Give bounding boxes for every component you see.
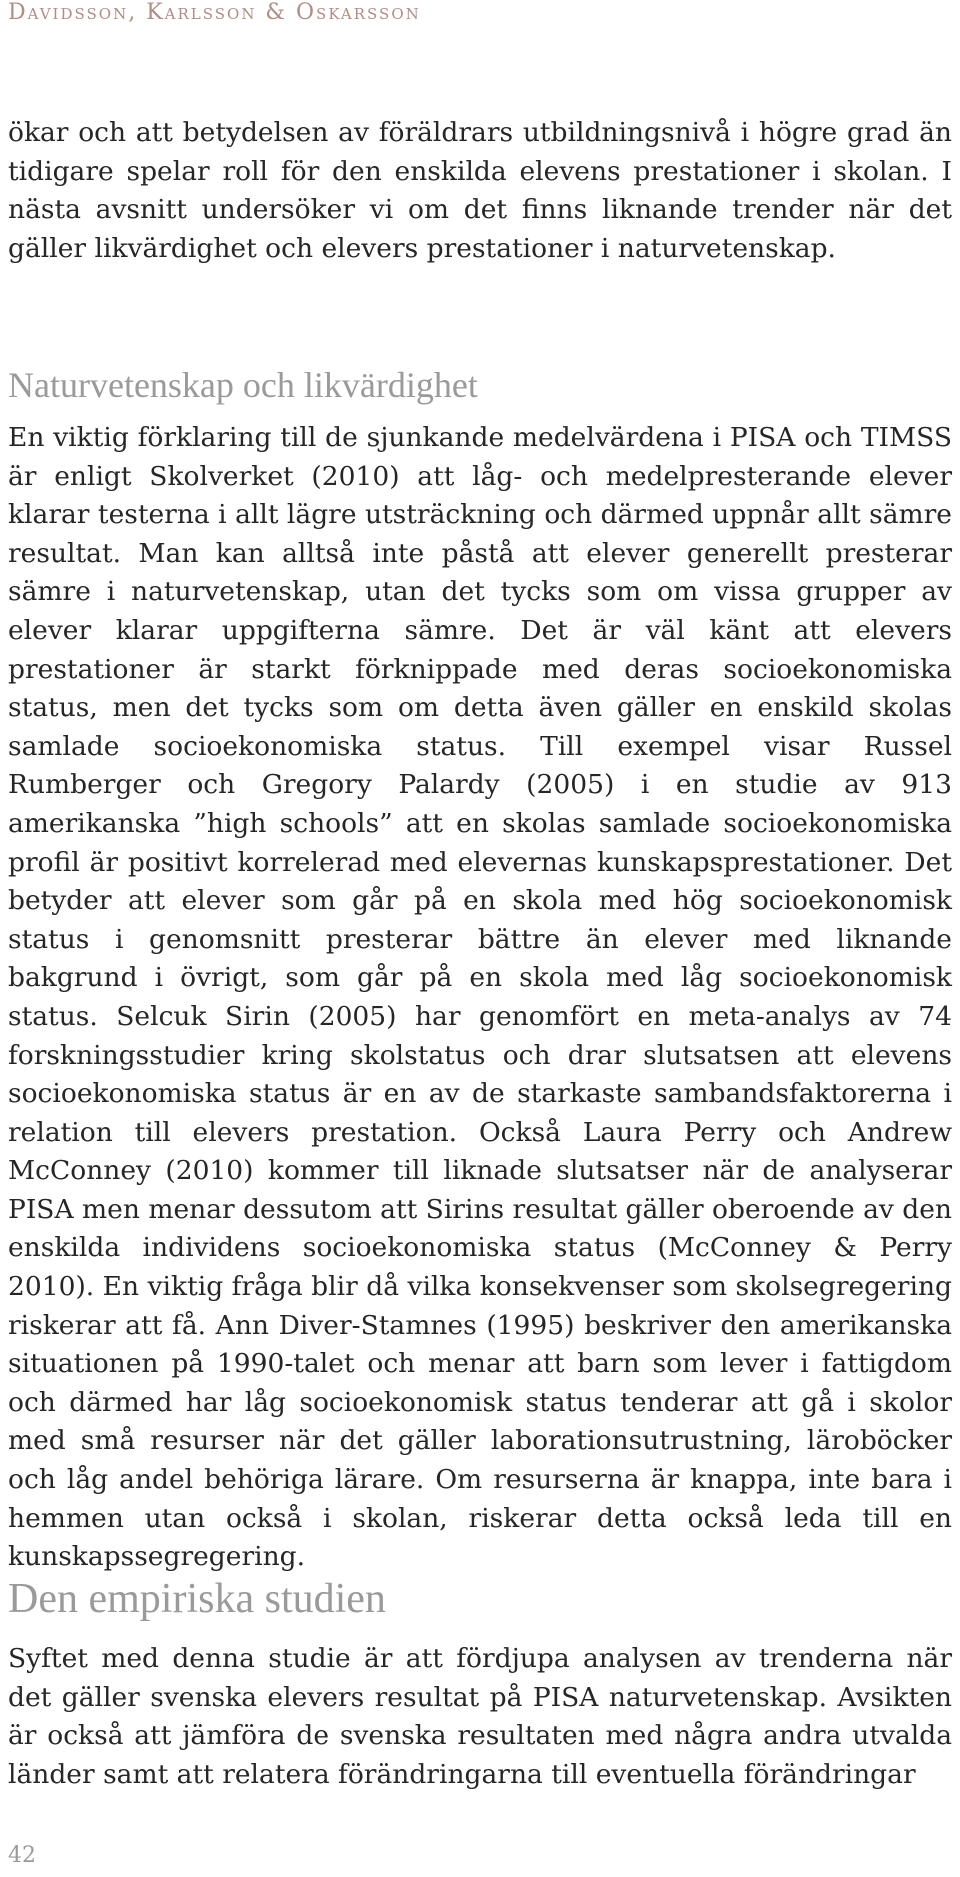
section-heading-naturvetenskap: Naturvetenskap och likvärdighet [8, 365, 478, 405]
intro-paragraph: ökar och att betydelsen av föräldrars utbildningsnivå i högre grad än tidigare spelar roll för den enskilda elevens prestationer i skolan. I nästa avsnitt undersöker vi om det finns liknande trender när det gäller likvärdighet och elevers prestationer i naturvetenskap. [8, 117, 952, 264]
section-paragraph-naturvetenskap: En viktig förklaring till de sjunkande medelvärdena i PISA och TIMSS är enligt Skolverket (2010) att låg- och medelpresterande elever klarar testerna i allt lägre utsträckning och därmed uppnår allt sämre resultat. Man kan alltså inte påstå att elever generellt presterar sämre i naturvetenskap, utan det tycks som om vissa grupper av elever klarar uppgifterna sämre. Det är väl känt att elevers prestationer är starkt förknippade med deras socioekonomiska status, men det tycks som om detta även gäller en enskild skolas samlade socioekonomiska status. Till exempel visar Russel Rumberger och Gregory Palardy (2005) i en studie av 913 amerikanska ”high schools” att en skolas samlade socioekonomiska profil är positivt korrelerad med elevernas kunskapsprestationer. Det betyder att elever som går på en skola med hög socioekonomisk status i genomsnitt presterar bättre än elever med liknande bakgrund i övrigt, som går på en skola med låg socioekonomisk status. Selcuk Sirin (2005) har genomfört en meta-analys av 74 forskningsstudier kring skolstatus och drar slutsatsen att elevens socioekonomiska status är en av de starkaste sambandsfaktorerna i relation till elevers prestation. Också Laura Perry och Andrew McConney (2010) kommer till liknade slutsatser när de analyserar PISA men menar dessutom att Sirins resultat gäller oberoende av den enskilda individens socioekonomiska status (McConney & Perry 2010). En viktig fråga blir då vilka konsekvenser som skolsegregering riskerar att få. Ann Diver-Stamnes (1995) beskriver den amerikanska situationen på 1990-talet och menar att barn som lever i fattigdom och därmed har låg socioekonomisk status tenderar att gå i skolor med små resurser när det gäller laborationsutrustning, läroböcker och låg andel behöriga lärare. Om resurserna är knappa, inte bara i hemmen utan också i skolan, riskerar detta också leda till en kunskapssegregering. [8, 422, 952, 1573]
page-number: 42 [8, 1843, 36, 1868]
running-head: Davidsson, Karlsson & Oskarsson [8, 0, 421, 25]
section-paragraph-empiriska-studien: Syftet med denna studie är att fördjupa analysen av trenderna när det gäller svenska elevers resultat på PISA naturvetenskap. Avsikten är också att jämföra de svenska resultaten med några andra utvalda länder samt att relatera förändringarna till eventuella förändringar [8, 1643, 952, 1790]
section-heading-empiriska-studien: Den empiriska studien [8, 1576, 386, 1622]
